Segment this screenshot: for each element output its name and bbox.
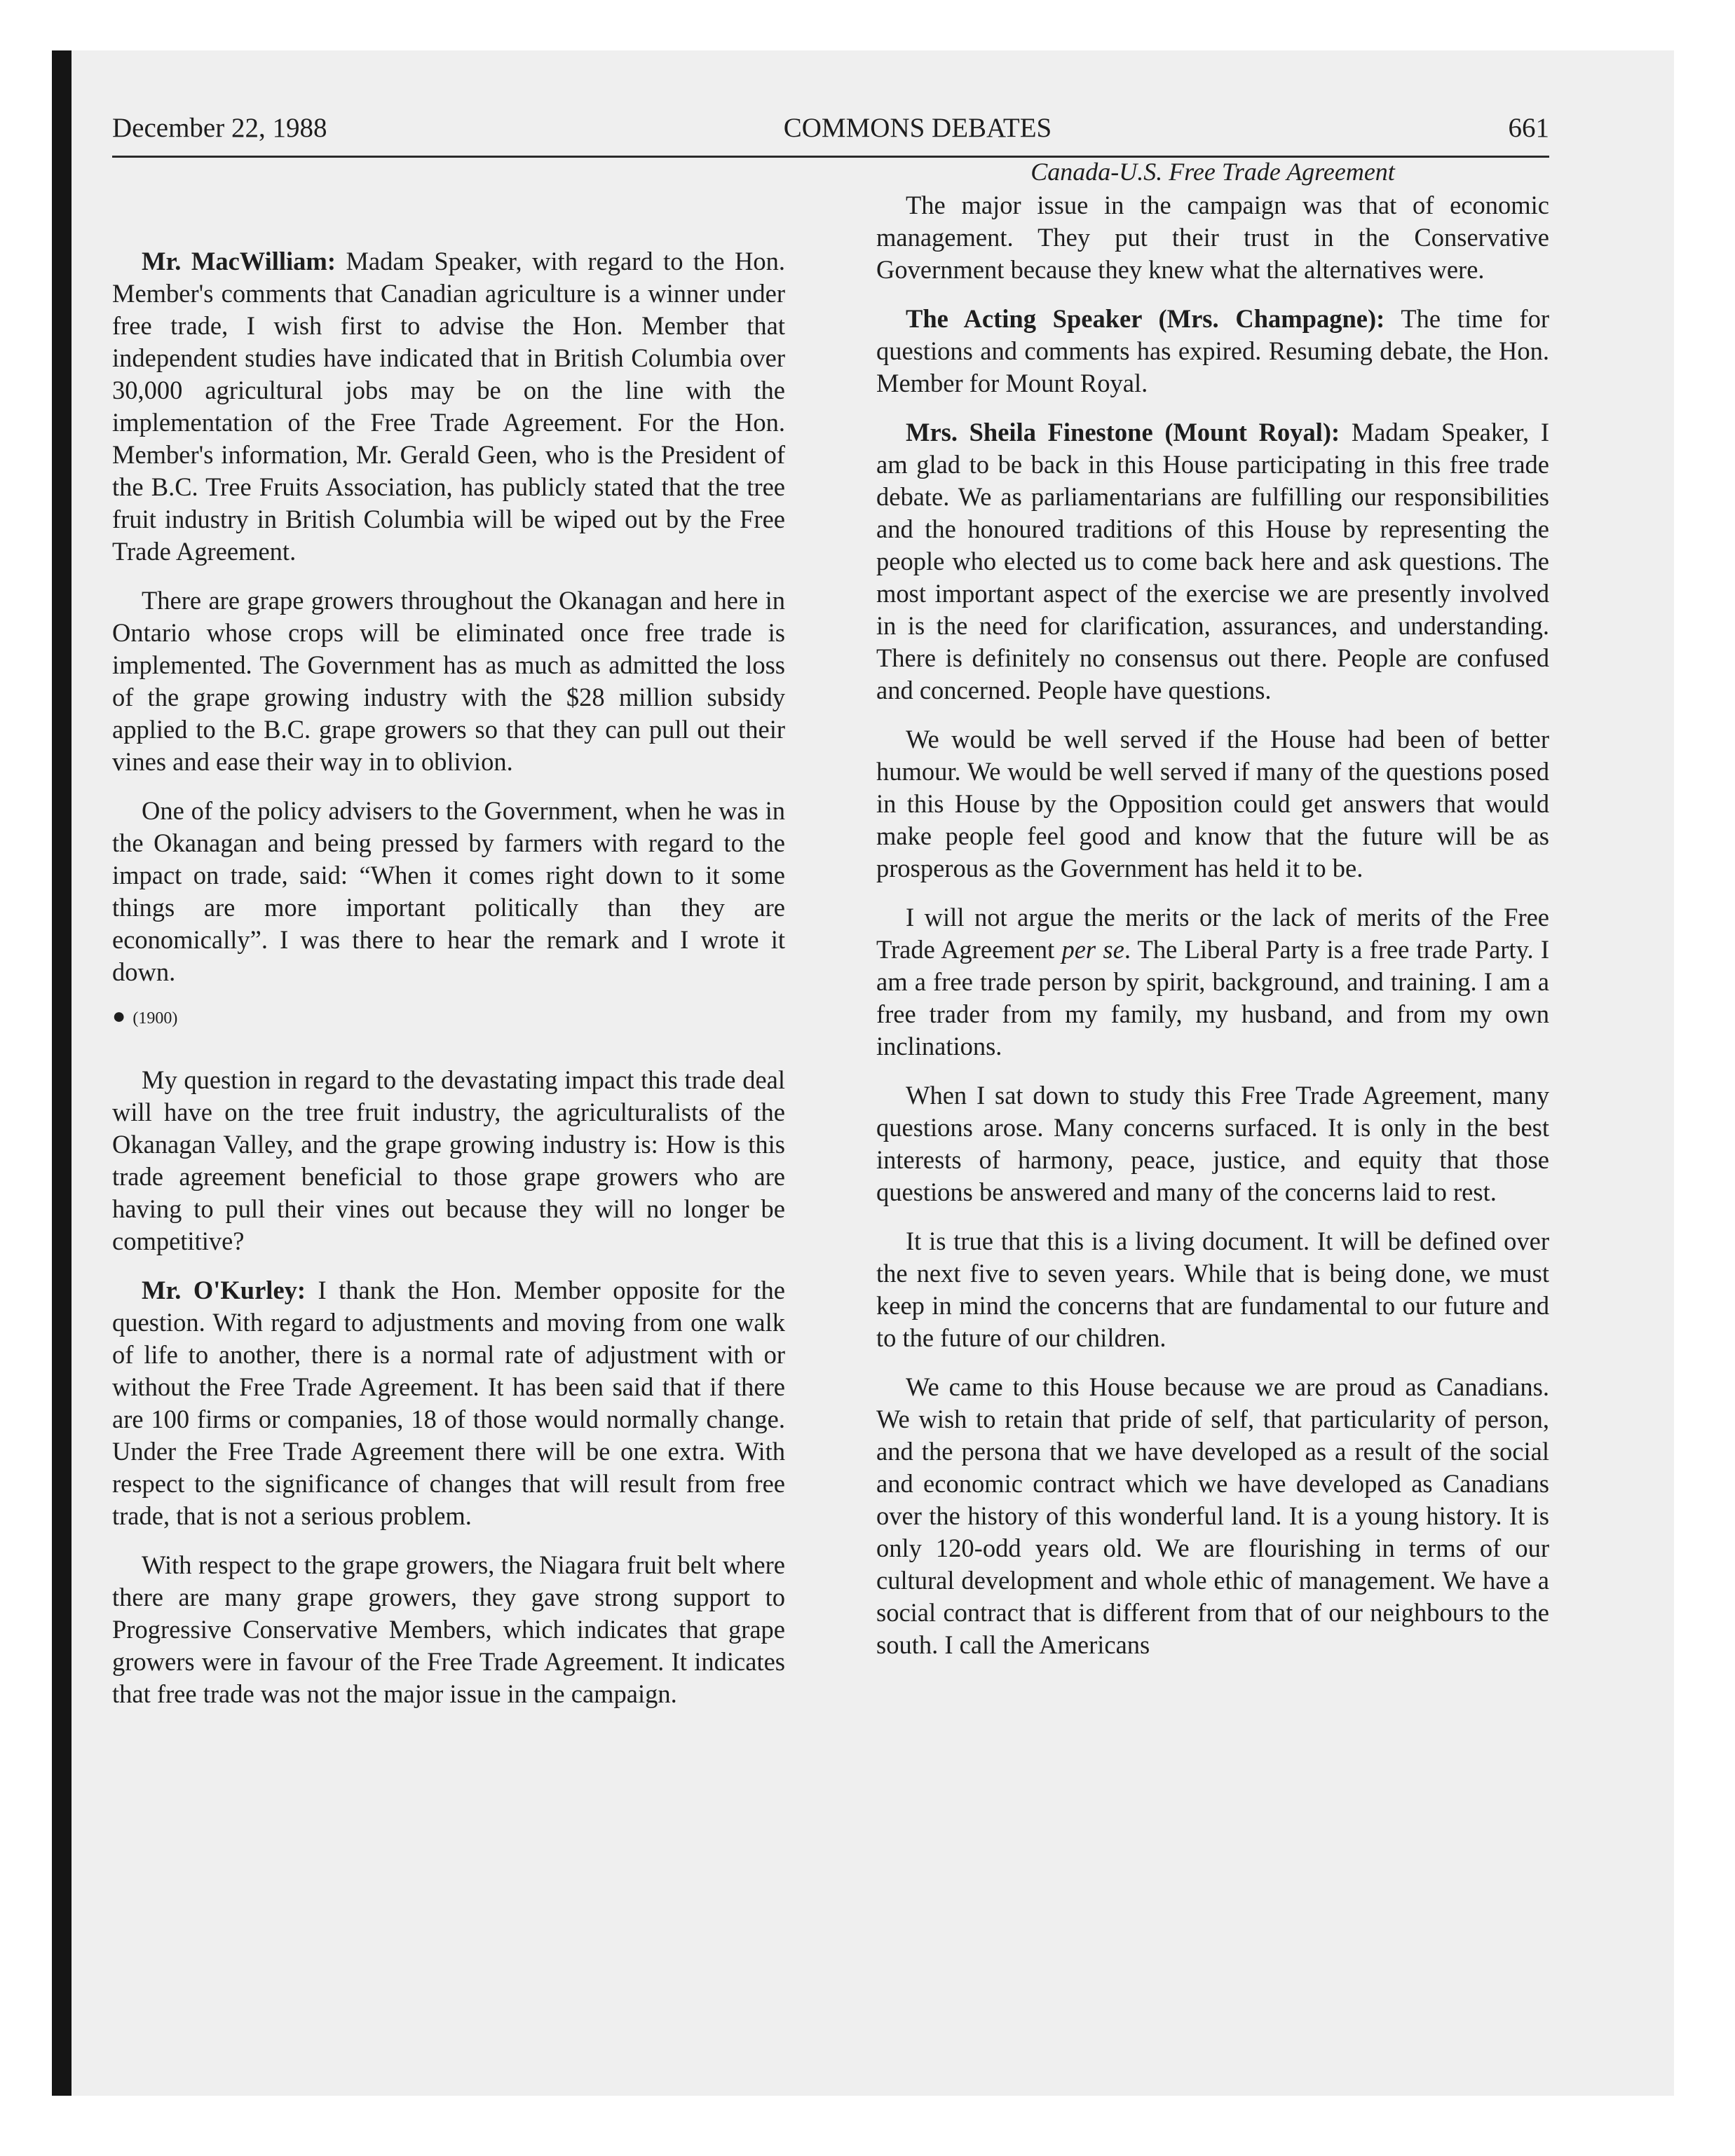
running-head: Canada-U.S. Free Trade Agreement	[1030, 158, 1395, 186]
paragraph: We came to this House because we are proud as Canadians. We wish to retain that pride of self, that particularity of person, and the persona that we have developed as a result of the social and economic contract which we have developed as Canadians over the history of this wonderful land. It is a young history. It is only 120-odd years old. We are flourishing in terms of our cultural development and whole ethic of management. We have a social contract that is different from that of our neighbours to the south. I call the Americans	[876, 1372, 1549, 1659]
scan-left-edge	[52, 50, 72, 2096]
paragraph-text: Madam Speaker, with regard to the Hon. Member's comments that Canadian agriculture is a winner under free trade, I wish first to advise the Hon. Member that independent studies have indicated that in British Columbia over 30,000 agricultural jobs may be on the line with the implementation of the Free Trade Agreement. For the Hon. Member's information, Mr. Gerald Geen, who is the President of the B.C. Tree Fruits Association, has publicly stated that the tree fruit industry in British Columbia will be wiped out by the Free Trade Agreement.	[112, 247, 785, 566]
speaker-name: Mrs. Sheila Finestone (Mount Royal):	[906, 418, 1340, 446]
speaker-name: Mr. MacWilliam:	[142, 247, 336, 275]
right-column	[876, 189, 1549, 1678]
paragraph-text: I thank the Hon. Member opposite for the question. With regard to adjustments and moving from one walk of life to another, there is a normal rate of adjustment with or without the Free Trade Agreement. It has been said that if there are 100 firms or companies, 18 of those would normally change. Under the Free Trade Agreement there will be one extra. With respect to the significance of changes that will result from free trade, that is not a serious problem.	[112, 1276, 785, 1530]
paragraph	[112, 1274, 785, 1532]
paragraph: With respect to the grape growers, the Niagara fruit belt where there are many grape growers, they gave strong support to Progressive Conservative Members, which indicates that grape growers were in favour of the Free Trade Agreement. It indicates that free trade was not the major issue in the campaign.	[112, 1550, 785, 1708]
header-page-number: 661	[1508, 113, 1549, 143]
paragraph	[112, 245, 785, 568]
paragraph-text: I will not argue the merits or the lack of merits of the Free Trade Agreement	[876, 903, 1549, 964]
time-marker-text: (1900)	[132, 1009, 178, 1028]
header-title: COMMONS DEBATES	[783, 113, 1052, 143]
page-header	[112, 112, 1549, 158]
paragraph: It is true that this is a living document. It will be defined over the next five to seven years. While that is being done, we must keep in mind the concerns that are fundamental to our future and to the future of our children.	[876, 1227, 1549, 1352]
left-column	[112, 245, 785, 1727]
emphasis-text: per se	[1061, 935, 1124, 964]
paragraph: There are grape growers throughout the Okanagan and here in Ontario whose crops will be eliminated once free trade is implemented. The Government has as much as admitted the loss of the grape growing industry with the $28 million subsidy applied to the B.C. grape growers so that they can pull out their vines and ease their way in to oblivion.	[112, 586, 785, 776]
header-date: December 22, 1988	[112, 113, 327, 143]
speaker-name: Mr. O'Kurley:	[142, 1276, 306, 1304]
paragraph: We would be well served if the House had been of better humour. We would be well served if many of the questions posed in this House by the Opposition could get answers that would make people feel good and know that the future will be as prosperous as the Government has held it to be.	[876, 725, 1549, 882]
paragraph-text: The time for questions and comments has expired. Resuming debate, the Hon. Member for Mount Royal.	[876, 304, 1549, 397]
paragraph-text: . The Liberal Party is a free trade Party. I am a free trade person by spirit, background, and training. I am a free trader from my family, my husband, and from my own inclinations.	[876, 935, 1549, 1060]
paragraph-text: Madam Speaker, I am glad to be back in this House participating in this free trade debate. We as parliamentarians are fulfilling our responsibilities and the honoured traditions of this House by representing the people who elected us to come back here and ask questions. The most important aspect of the exercise we are presently involved in is the need for clarification, assurances, and understanding. There is definitely no consensus out there. People are confused and concerned. People have questions.	[876, 418, 1549, 704]
paragraph	[876, 303, 1549, 400]
paragraph	[876, 416, 1549, 707]
paragraph	[876, 901, 1549, 1063]
bullet-icon: ●	[112, 1003, 126, 1028]
paragraph: The major issue in the campaign was that of economic management. They put their trust in the Conservative Government because they knew what the alternatives were.	[876, 191, 1549, 284]
paragraph: My question in regard to the devastating impact this trade deal will have on the tree fruit industry, the agriculturalists of the Okanagan Valley, and the grape growing industry is: How is this trade agreement beneficial to those grape growers who are having to pull their vines out because they will no longer be competitive?	[112, 1065, 785, 1255]
paragraph: One of the policy advisers to the Government, when he was in the Okanagan and being pressed by farmers with regard to the impact on trade, said: “When it comes right down to it some things are more important politically than they are economically”. I was there to hear the remark and I wrote it down.	[112, 796, 785, 986]
time-marker	[112, 1005, 785, 1029]
speaker-name: The Acting Speaker (Mrs. Champagne):	[906, 304, 1385, 333]
paragraph: When I sat down to study this Free Trade Agreement, many questions arose. Many concerns surfaced. It is only in the best interests of harmony, peace, justice, and equity that those questions be answered and many of the concerns laid to rest.	[876, 1081, 1549, 1206]
